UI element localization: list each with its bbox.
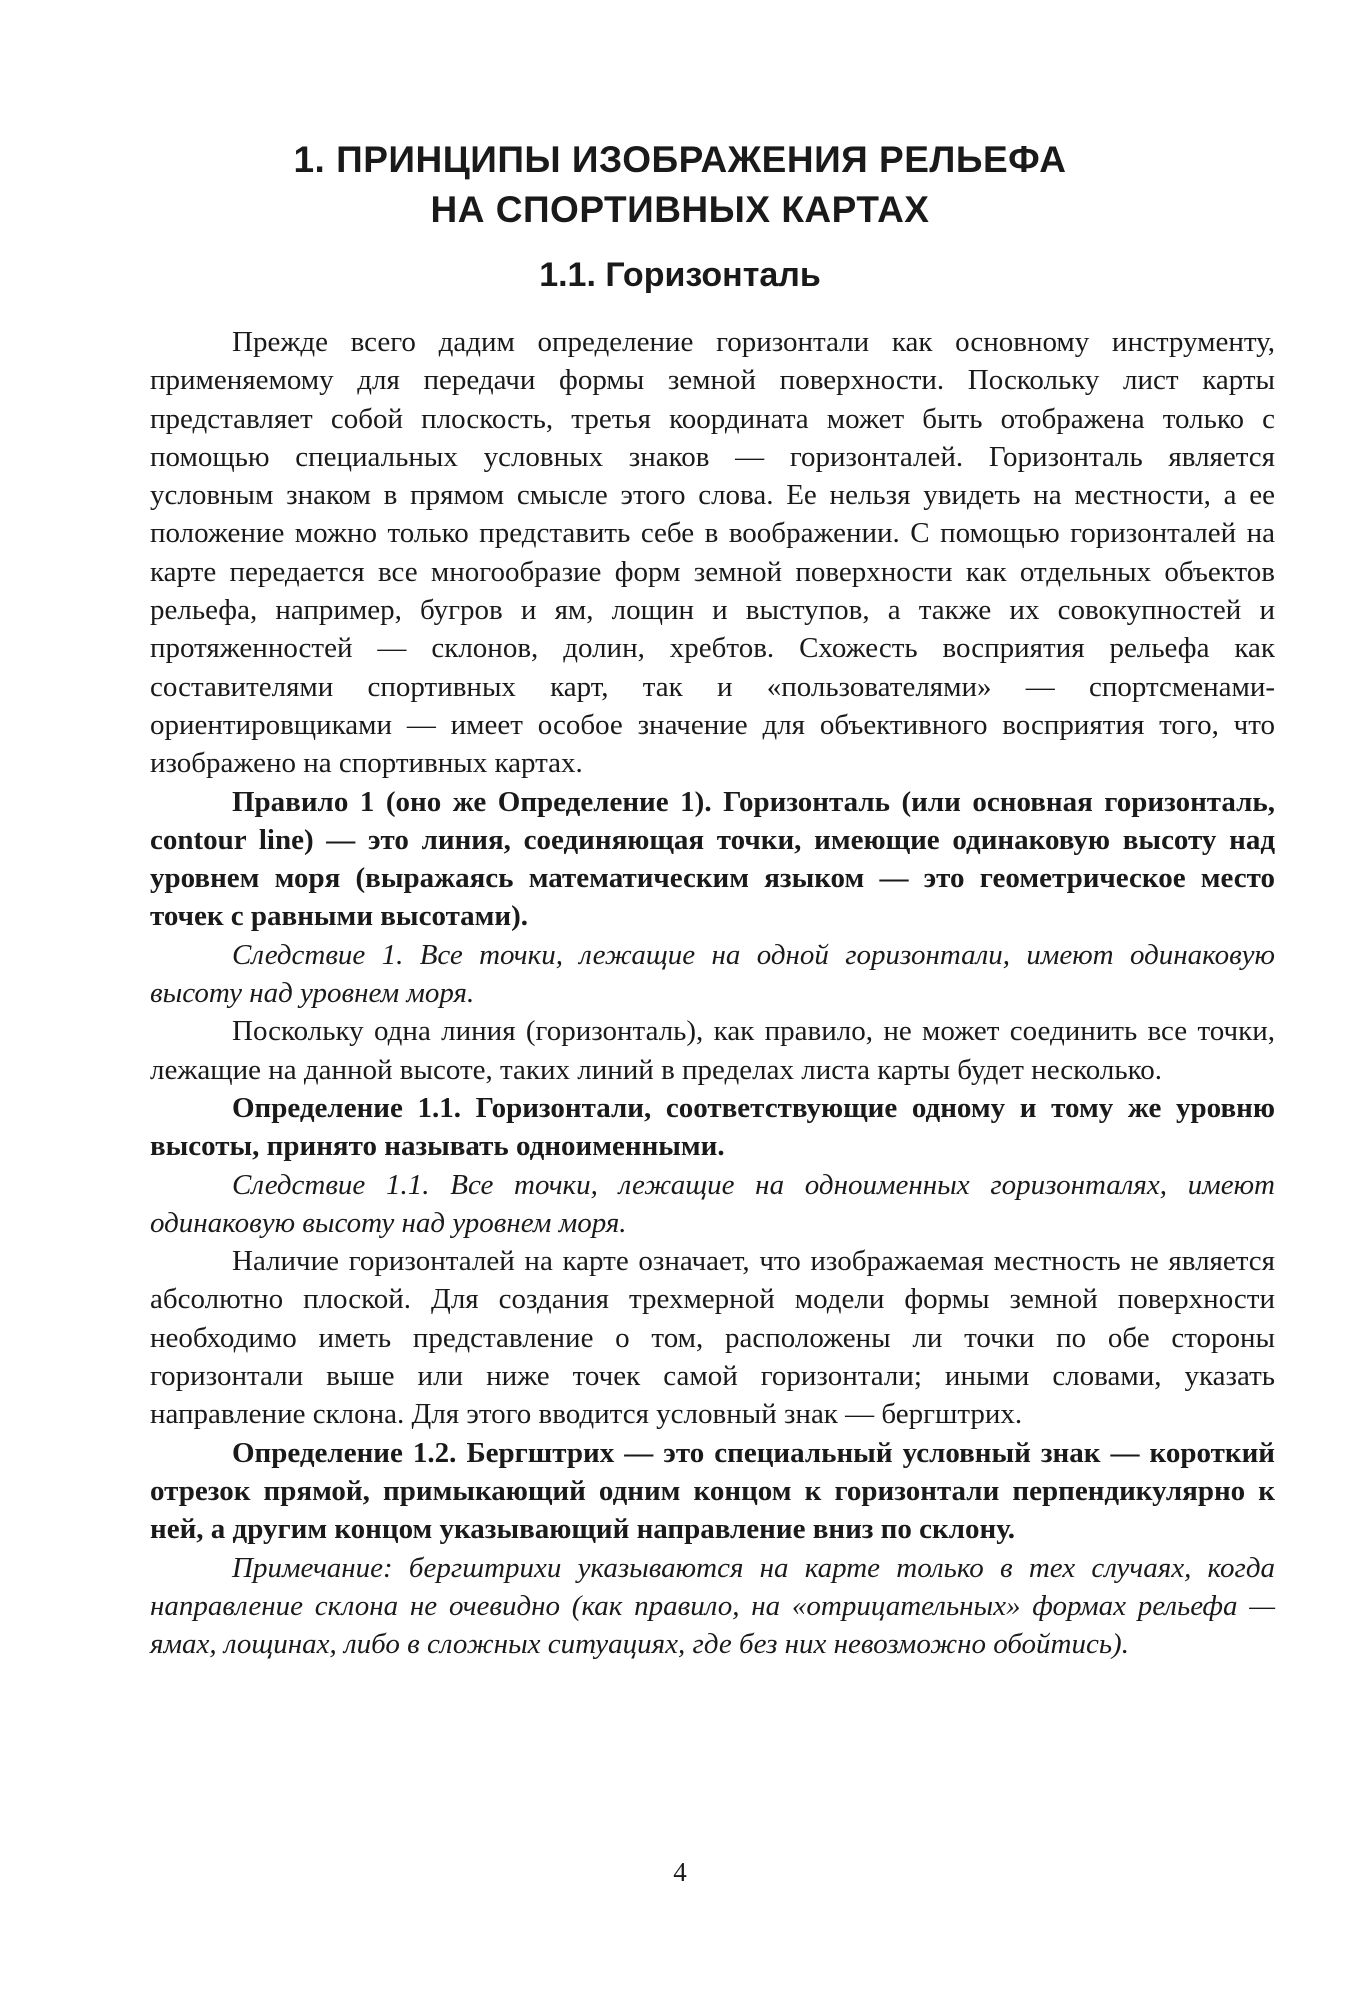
chapter-title-line-2: НА СПОРТИВНЫХ КАРТАХ <box>430 189 930 230</box>
chapter-title <box>150 135 1210 235</box>
paragraph-2: Поскольку одна линия (горизонталь), как правило, не может соединить все точки, лежащие на данной высоте, таких линий в пределах листа карты будет несколько. <box>150 1015 1275 1086</box>
paragraph-3: Наличие горизонталей на карте означает, что изображаемая местность не является абсолютно плоской. Для создания трехмерной модели формы земной поверхности необходимо иметь представление о том, расположены ли точки по обе стороны горизонтали выше или ниже точек самой горизонтали; иными словами, указать направление склона. Для этого вводится условный знак — бергштрих. <box>150 1245 1275 1431</box>
chapter-title-line-1: 1. ПРИНЦИПЫ ИЗОБРАЖЕНИЯ РЕЛЬЕФА <box>293 139 1067 180</box>
rule-1: Правило 1 (оно же Определение 1). Горизонталь (или основная горизонталь, contour line) — это линия, соединяющая точки, имеющие одинаковую высоту над уровнем моря (выражаясь математическим языком — это геометрическое место точек с равными высотами). <box>150 785 1275 933</box>
note: Примечание: бергштрихи указываются на карте только в тех случаях, когда направление склона не очевидно (как правило, на «отрицательных» формах рельефа — ямах, лощинах, либо в сложных ситуациях, где без них невозможно обойтись). <box>150 1551 1275 1661</box>
paragraph-intro: Прежде всего дадим определение горизонтали как основному инструменту, применяемому для передачи формы земной поверхности. Поскольку лист карты представляет собой плоскость, третья координата может быть отображена только с помощью специальных условных знаков — горизонталей. Горизонталь является условным знаком в прямом смысле этого слова. Ее нельзя увидеть на местности, а ее положение можно только представить себе в воображении. С помощью горизонталей на карте передается все многообразие форм земной поверхности как отдельных объектов рельефа, например, бугров и ям, лощин и выступов, а также их совокупностей и протяженностей — склонов, долин, хребтов. Схожесть восприятия рельефа как составителями спортивных карт, так и «пользователями» — спортсменами-ориентировщиками — имеет особое значение для объективного восприятия того, что изображено на спортивных картах. <box>150 326 1275 780</box>
page-number: 4 <box>673 1857 687 1887</box>
definition-1-2: Определение 1.2. Бергштрих — это специальный условный знак — короткий отрезок прямой, примыкающий одним концом к горизонтали перпендикулярно к ней, а другим концом указывающий направление вниз по склону. <box>150 1436 1275 1546</box>
corollary-1-1: Следствие 1.1. Все точки, лежащие на одноименных горизонталях, имеют одинаковую высоту над уровнем моря. <box>150 1168 1275 1239</box>
section-title: 1.1. Горизонталь <box>539 256 821 294</box>
corollary-1: Следствие 1. Все точки, лежащие на одной горизонтали, имеют одинаковую высоту над уровнем моря. <box>150 938 1275 1010</box>
definition-1-1: Определение 1.1. Горизонтали, соответствующие одному и тому же уровню высоты, принято называть одноименными. <box>150 1091 1275 1163</box>
body-text <box>150 323 1275 1663</box>
